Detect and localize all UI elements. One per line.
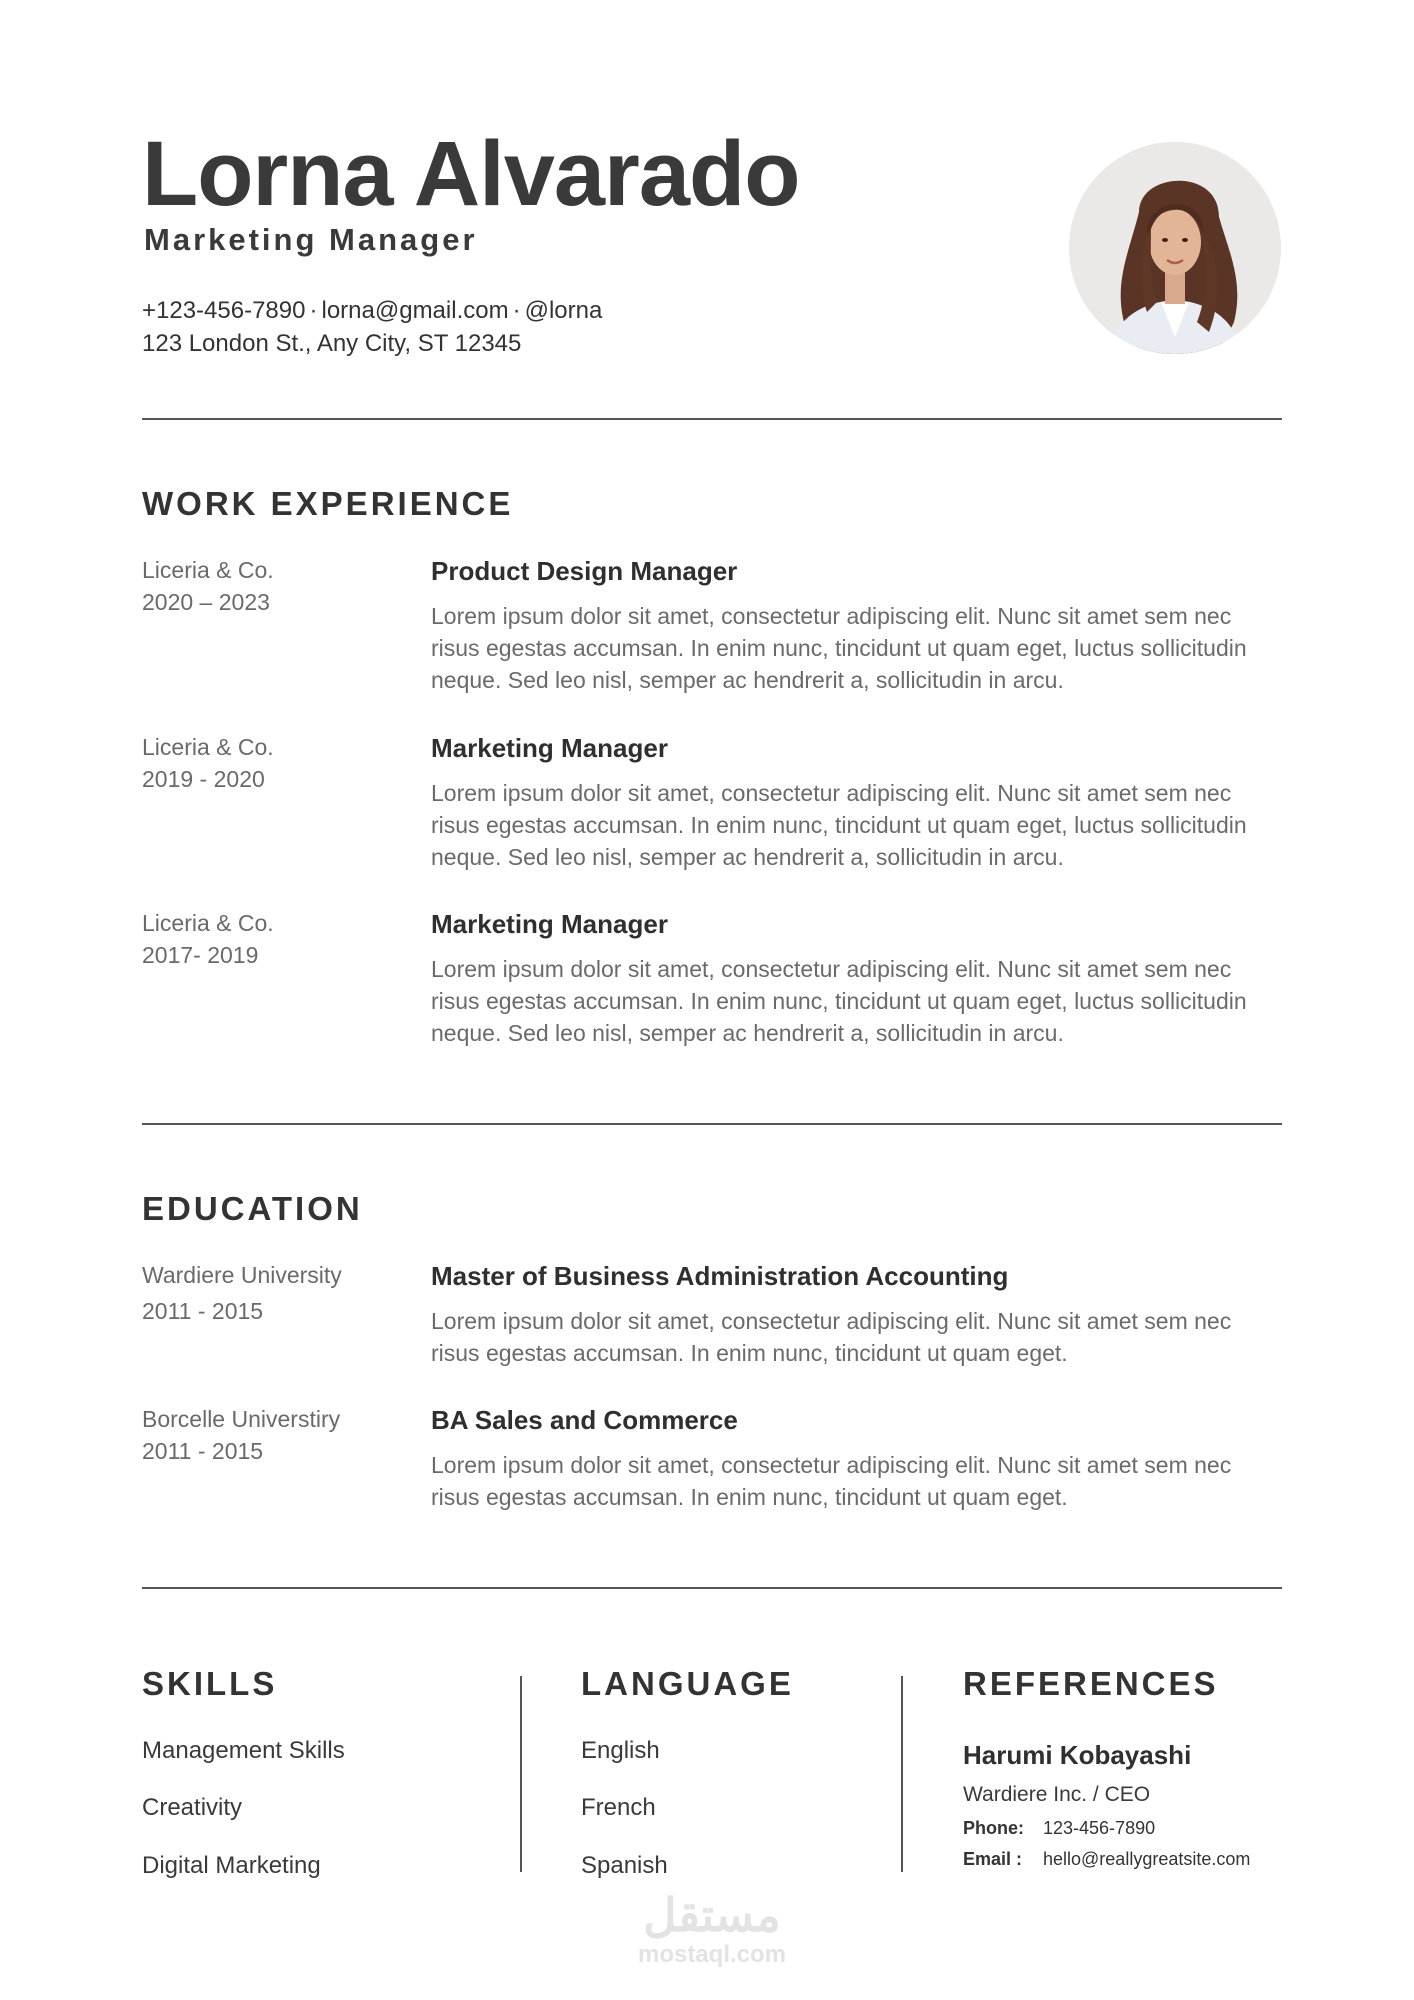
profile-photo [1069,142,1281,354]
job-role: Marketing Manager [431,733,668,763]
email-label: Email : [963,1849,1023,1869]
education-years: 2011 - 2015 [142,1298,264,1324]
education-years: 2011 - 2015 [142,1438,264,1464]
job-role: Product Design Manager [431,556,738,586]
degree-description: Lorem ipsum dolor sit amet, consectetur adipiscing elit. Nunc sit amet sem nec risus egestas accumsan. In enim nunc, tincidunt ut quam eget. [431,1452,1232,1510]
references-heading: REFERENCES [963,1665,1219,1702]
phone-label: Phone: [963,1818,1024,1838]
skill-item: Management Skills [142,1737,345,1764]
language-item: English [581,1737,660,1764]
language-item: French [581,1794,656,1821]
watermark [622,1890,802,1970]
reference-phone-row [963,1818,1155,1839]
divider [142,1123,1282,1125]
degree-description: Lorem ipsum dolor sit amet, consectetur adipiscing elit. Nunc sit amet sem nec risus egestas accumsan. In enim nunc, tincidunt ut quam eget. [431,1308,1232,1366]
phone-number: +123-456-7890 [142,297,306,324]
job-role: Marketing Manager [431,909,668,939]
address: 123 London St., Any City, ST 12345 [142,330,522,357]
candidate-name: Lorna Alvarado [142,123,800,225]
work-years: 2019 - 2020 [142,766,265,792]
work-years: 2017- 2019 [142,942,259,968]
social-handle: @lorna [524,297,603,324]
degree-title: Master of Business Administration Accounting [431,1261,1009,1291]
education-meta [142,1403,402,1467]
skill-item: Creativity [142,1794,243,1821]
work-body [431,907,1282,1049]
degree-title: BA Sales and Commerce [431,1405,738,1435]
contact-block [142,294,602,360]
watermark-latin: mostaql.com [637,1941,787,1968]
job-description: Lorem ipsum dolor sit amet, consectetur adipiscing elit. Nunc sit amet sem nec risus egestas accumsan. In enim nunc, tincidunt ut quam eget, luctus sollicitudin neque. Sed leo nisl, semper ac hendrerit a, sollicitudin in arcu. [431,956,1247,1046]
language-heading: LANGUAGE [581,1665,794,1702]
company-name: Liceria & Co. [142,557,274,583]
reference-company: Wardiere Inc. / CEO [963,1783,1151,1806]
work-experience-heading: WORK EXPERIENCE [142,485,514,522]
profile-photo-icon [1069,142,1281,354]
school-name: Borcelle Universtiry [142,1406,341,1432]
work-meta [142,907,402,971]
education-body [431,1259,1282,1369]
separator: · [512,297,521,324]
education-meta [142,1259,402,1327]
email-address: lorna@gmail.com [321,297,509,324]
watermark-arabic: مستقل [643,1889,781,1941]
job-description: Lorem ipsum dolor sit amet, consectetur adipiscing elit. Nunc sit amet sem nec risus egestas accumsan. In enim nunc, tincidunt ut quam eget, luctus sollicitudin neque. Sed leo nisl, semper ac hendrerit a, sollicitudin in arcu. [431,603,1247,693]
work-body [431,554,1282,696]
education-body [431,1403,1282,1513]
company-name: Liceria & Co. [142,734,274,760]
reference-email-row [963,1849,1250,1870]
school-name: Wardiere University [142,1262,342,1288]
work-years: 2020 – 2023 [142,589,270,615]
work-meta [142,554,402,618]
column-divider [520,1676,522,1872]
contact-line-1 [142,294,602,327]
column-divider [901,1676,903,1872]
job-description: Lorem ipsum dolor sit amet, consectetur adipiscing elit. Nunc sit amet sem nec risus egestas accumsan. In enim nunc, tincidunt ut quam eget, luctus sollicitudin neque. Sed leo nisl, semper ac hendrerit a, sollicitudin in arcu. [431,780,1247,870]
candidate-title: Marketing Manager [144,222,478,257]
education-heading: EDUCATION [142,1190,363,1227]
separator: · [309,297,318,324]
skills-heading: SKILLS [142,1665,278,1702]
reference-phone: 123-456-7890 [1043,1818,1156,1838]
skill-item: Digital Marketing [142,1852,321,1879]
company-name: Liceria & Co. [142,910,274,936]
reference-name: Harumi Kobayashi [963,1740,1192,1770]
reference-email: hello@reallygreatsite.com [1043,1849,1251,1869]
work-body [431,731,1282,873]
language-item: Spanish [581,1852,668,1879]
divider [142,418,1282,420]
work-meta [142,731,402,795]
divider [142,1587,1282,1589]
